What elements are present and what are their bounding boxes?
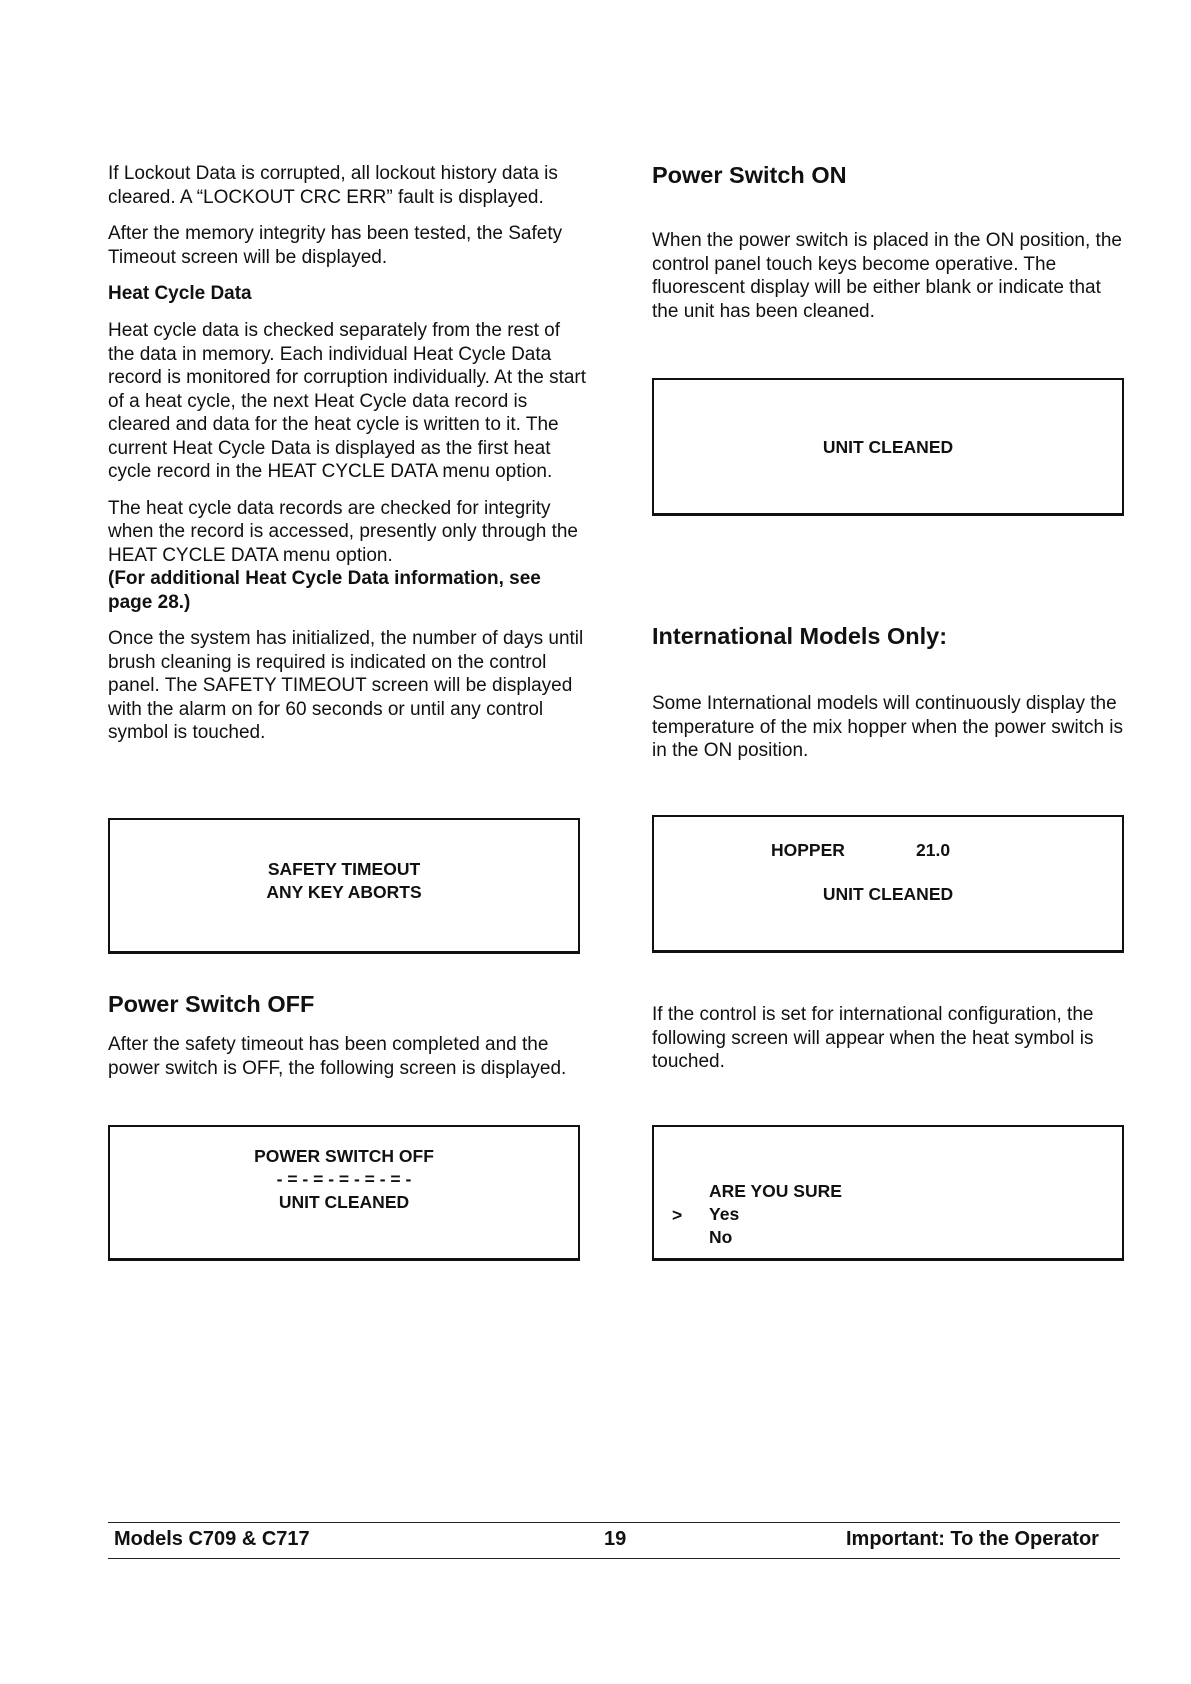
display-line: UNIT CLEANED (822, 884, 954, 904)
initialization-paragraph: Once the system has initialized, the number of days until brush cleaning is required is indicated on the control panel. The SAFETY TIMEOUT screen will be displayed with the alarm on for 60 seconds or until any control symbol is touched. (108, 628, 584, 743)
additional-info-note: (For additional Heat Cycle Data information, see page 28.) (108, 568, 541, 613)
hopper-label: HOPPER (771, 840, 845, 860)
footer-bottom-rule (108, 1558, 1120, 1559)
footer-top-rule (108, 1522, 1120, 1523)
international-paragraph: Some International models will continuously display the temperature of the mix hopper when the power switch is in the ON position. (652, 693, 1124, 761)
power-on-paragraph: When the power switch is placed in the ON position, the control panel touch keys become operative. The fluorescent display will be either blank or indicate that the unit has been cleaned. (652, 230, 1122, 322)
power-switch-off-display (108, 1125, 580, 1261)
option-no: No (709, 1227, 733, 1247)
display-line: UNIT CLEANED (822, 437, 954, 457)
option-yes: Yes (709, 1204, 740, 1224)
footer-section: Important: To the Operator (846, 1528, 1099, 1550)
safety-timeout-display (108, 818, 580, 954)
international-config-paragraph: If the control is set for international configuration, the following screen will appear when the heat symbol is touched. (652, 1004, 1094, 1072)
cursor-indicator: > (672, 1205, 683, 1225)
hopper-temperature-display (652, 815, 1124, 953)
display-line: ANY KEY ABORTS (266, 882, 422, 902)
power-off-paragraph: After the safety timeout has been completed and the power switch is OFF, the following screen is displayed. (108, 1034, 567, 1079)
footer-page-number: 19 (604, 1528, 627, 1550)
heat-cycle-heading: Heat Cycle Data (108, 283, 252, 304)
display-line: SAFETY TIMEOUT (267, 859, 421, 879)
lockout-data-paragraph: If Lockout Data is corrupted, all lockout history data is cleared. A “LOCKOUT CRC ERR” fault is displayed. (108, 163, 558, 208)
display-line: ARE YOU SURE (709, 1181, 842, 1201)
are-you-sure-display (652, 1125, 1124, 1261)
footer-models: Models C709 & C717 (114, 1528, 310, 1550)
display-line: UNIT CLEANED (278, 1192, 410, 1212)
memory-integrity-paragraph: After the memory integrity has been tested, the Safety Timeout screen will be displayed. (108, 223, 563, 268)
unit-cleaned-display (652, 378, 1124, 516)
integrity-check-paragraph: The heat cycle data records are checked for integrity when the record is accessed, presently only through the HEAT CYCLE DATA menu option. (108, 497, 578, 566)
heat-cycle-paragraph: Heat cycle data is checked separately from the rest of the data in memory. Each individual Heat Cycle Data record is monitored for corruption individually. At the start of a heat cycle, the next Heat Cycle data record is cleared and data for the heat cycle is written to it. The current Heat Cycle Data is displayed as the first heat cycle record in the HEAT CYCLE DATA menu option. (108, 320, 587, 482)
display-separator: - = - = - = - = - = - (276, 1169, 412, 1189)
display-line: POWER SWITCH OFF (254, 1146, 434, 1166)
left-column (108, 162, 588, 745)
international-models-heading: International Models Only: (652, 623, 948, 649)
power-switch-on-heading: Power Switch ON (652, 162, 847, 188)
power-switch-off-heading: Power Switch OFF (108, 991, 315, 1017)
hopper-temperature-value: 21.0 (916, 840, 951, 860)
